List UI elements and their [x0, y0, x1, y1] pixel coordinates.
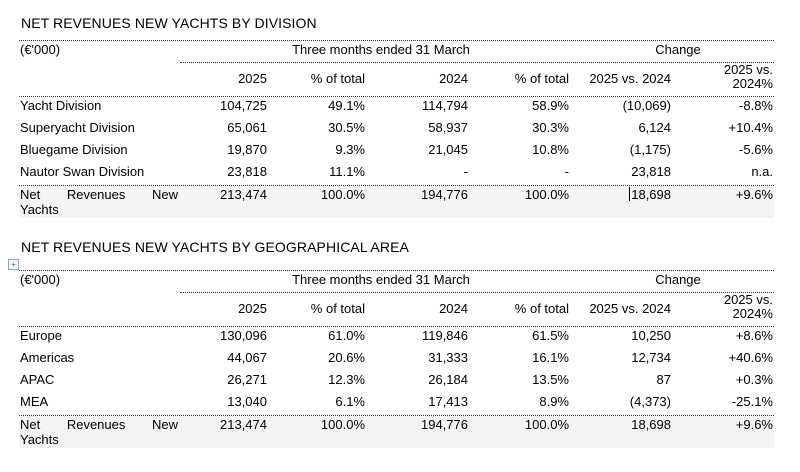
table-row	[19, 161, 774, 183]
value-2024: 58,937	[428, 120, 468, 135]
divider	[180, 292, 774, 293]
change-value: (1,175)	[629, 142, 671, 157]
change-header: Change	[655, 272, 701, 287]
pct-2024: 16.1%	[532, 350, 569, 365]
change-pct: +9.6%	[735, 187, 773, 202]
col-2024: 2024	[439, 71, 468, 86]
row-label: Americas	[20, 350, 75, 365]
table-move-handle-icon[interactable]: +	[8, 259, 19, 270]
total-label: Net Revenues New Yachts	[20, 417, 178, 447]
row-label: Yacht Division	[20, 98, 102, 113]
row-label: Superyacht Division	[20, 120, 135, 135]
col-2024: 2024	[439, 301, 468, 316]
col-2025: 2025	[238, 71, 267, 86]
table-row	[19, 369, 774, 391]
value-2024: 194,776	[421, 417, 468, 432]
value-2025: 23,818	[227, 164, 267, 179]
table-row	[19, 117, 774, 139]
header-row-1	[19, 270, 774, 290]
table-row	[19, 347, 774, 369]
value-2025: 44,067	[227, 350, 267, 365]
col-2025: 2025	[238, 301, 267, 316]
pct-2025: 6.1%	[335, 394, 365, 409]
row-label: Europe	[20, 328, 62, 343]
col-change: 2025 vs. 2024	[589, 71, 671, 86]
change-value: 18,698	[631, 187, 671, 202]
pct-2024: 13.5%	[532, 372, 569, 387]
change-value: (4,373)	[629, 394, 671, 409]
total-row	[19, 186, 774, 218]
total-row	[19, 416, 774, 448]
table-row	[19, 391, 774, 413]
change-value: 10,250	[631, 328, 671, 343]
change-pct: -5.6%	[739, 142, 773, 157]
col-change: 2025 vs. 2024	[589, 301, 671, 316]
row-label: Bluegame Division	[20, 142, 128, 157]
pct-2024: 61.5%	[532, 328, 569, 343]
column-header-row	[19, 292, 774, 321]
geo-table-title: NET REVENUES NEW YACHTS BY GEOGRAPHICAL AREA	[21, 239, 409, 255]
col-pct-2024: % of total	[514, 301, 569, 316]
unit-label: (€'000)	[20, 272, 61, 287]
value-2025: 130,096	[220, 328, 267, 343]
period-header: Three months ended 31 March	[292, 272, 470, 287]
change-pct: n.a.	[751, 164, 773, 179]
header-row-1	[19, 40, 774, 60]
value-2024: 21,045	[428, 142, 468, 157]
col-change-pct: 2025 vs. 2024%	[723, 62, 773, 91]
value-2024: 26,184	[428, 372, 468, 387]
pct-2025: 49.1%	[328, 98, 365, 113]
value-2025: 104,725	[220, 98, 267, 113]
value-2024: 17,413	[428, 394, 468, 409]
change-pct: +8.6%	[735, 328, 773, 343]
change-value: (10,069)	[622, 98, 671, 113]
pct-2024: 100.0%	[524, 187, 569, 202]
table-row	[19, 95, 774, 117]
value-2025: 213,474	[220, 187, 267, 202]
pct-2024: 58.9%	[532, 98, 569, 113]
change-pct: +10.4%	[728, 120, 773, 135]
pct-2025: 9.3%	[335, 142, 365, 157]
change-value: 23,818	[631, 164, 671, 179]
change-value: 87	[656, 372, 671, 387]
change-pct: +9.6%	[735, 417, 773, 432]
col-pct-2025: % of total	[310, 71, 365, 86]
change-value: 18,698	[631, 417, 671, 432]
pct-2025: 100.0%	[320, 187, 365, 202]
change-pct: -25.1%	[731, 394, 773, 409]
change-value: 6,124	[638, 120, 671, 135]
value-2024: 114,794	[421, 98, 468, 113]
row-label: MEA	[20, 394, 49, 409]
change-header: Change	[655, 42, 701, 57]
unit-label: (€'000)	[20, 42, 61, 57]
pct-2025: 100.0%	[320, 417, 365, 432]
col-pct-2025: % of total	[310, 301, 365, 316]
column-header-row	[19, 62, 774, 91]
value-2025: 65,061	[227, 120, 267, 135]
row-label: APAC	[20, 372, 55, 387]
table-row	[19, 325, 774, 347]
pct-2024: 30.3%	[532, 120, 569, 135]
change-pct: +40.6%	[728, 350, 773, 365]
total-label: Net Revenues New Yachts	[20, 187, 178, 217]
change-pct: -8.8%	[739, 98, 773, 113]
division-table-title: NET REVENUES NEW YACHTS BY DIVISION	[21, 15, 317, 31]
period-header: Three months ended 31 March	[292, 42, 470, 57]
change-pct: +0.3%	[735, 372, 773, 387]
pct-2024: 10.8%	[532, 142, 569, 157]
table-row	[19, 139, 774, 161]
pct-2025: 30.5%	[328, 120, 365, 135]
row-label: Nautor Swan Division	[20, 164, 145, 179]
change-value: 12,734	[631, 350, 671, 365]
value-2025: 26,271	[227, 372, 267, 387]
pct-2024: -	[564, 164, 569, 179]
divider	[180, 62, 774, 63]
pct-2025: 11.1%	[329, 164, 365, 179]
pct-2025: 20.6%	[328, 350, 365, 365]
value-2024: 31,333	[428, 350, 468, 365]
value-2025: 13,040	[227, 394, 267, 409]
value-2024: 119,846	[421, 328, 468, 343]
pct-2024: 100.0%	[524, 417, 569, 432]
value-2025: 19,870	[227, 142, 267, 157]
value-2024: -	[463, 164, 468, 179]
value-2024: 194,776	[421, 187, 468, 202]
pct-2024: 8.9%	[539, 394, 569, 409]
col-change-pct: 2025 vs. 2024%	[723, 292, 773, 321]
pct-2025: 61.0%	[328, 328, 365, 343]
pct-2025: 12.3%	[328, 372, 365, 387]
col-pct-2024: % of total	[514, 71, 569, 86]
value-2025: 213,474	[220, 417, 267, 432]
